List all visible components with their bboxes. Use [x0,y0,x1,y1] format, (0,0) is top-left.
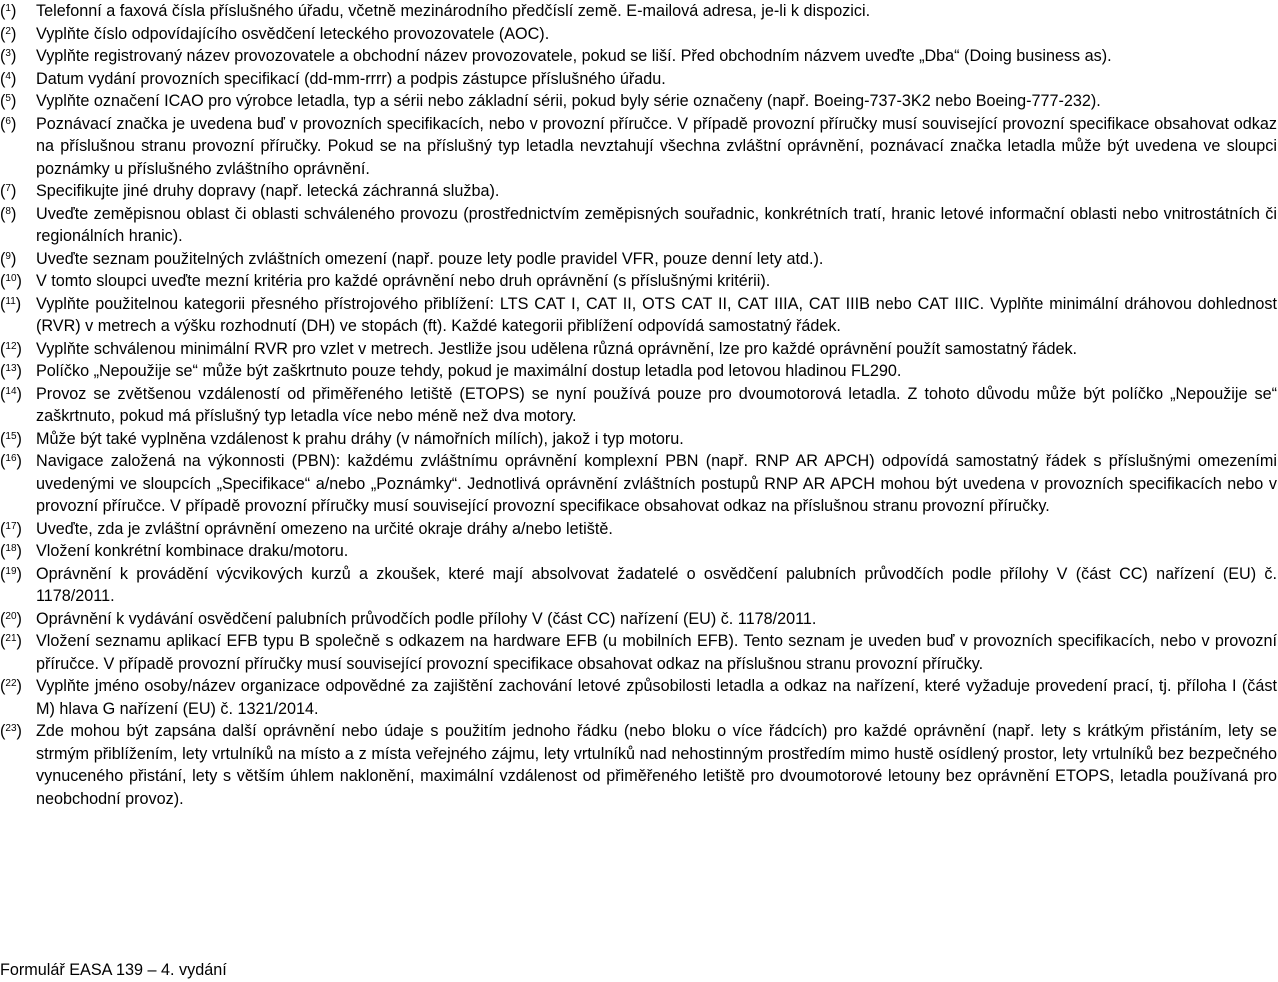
footnote-number: ($^{21}$) [0,632,22,650]
footnote-text: Může být také vyplněna vzdálenost k prahu dráhy (v námořních mílích), jakož i typ motoru. [36,429,684,448]
footnote-number: ($^{22}$) [0,677,22,695]
footnote-text: Zde mohou být zapsána další oprávnění nebo údaje s použitím jednoho řádku (nebo bloku o více řádcích) pro každé oprávnění (např. lety s krátkým přistáním, lety se strmým přiblížením, lety vrtulníků na místo a z místa veřejného zájmu, lety vrtulníků nad nehostinným prostředím mimo hustě osídlený prostor, lety vrtulníků bez bezpečného vynuceného přistání, lety s větším úhlem naklonění, maximální vzdálenost od přiměřeného letiště pro dvoumotorové letouny bez oprávnění ETOPS, letadla používaná pro neobchodní provoz). [36,722,1277,808]
footnote-number: ($^{17}$) [0,519,22,538]
footnote [0,90,1278,113]
footnote-text: Oprávnění k provádění výcvikových kurzů a zkoušek, které mají absolvovat žadatelé o osvědčení palubních průvodčích podle přílohy V (část CC) nařízení (EU) č. 1178/2011. [36,564,1277,605]
footnote-text: Vyplňte schválenou minimální RVR pro vzlet v metrech. Jestliže jsou udělena různá oprávnění, lze pro každé oprávnění použít samostatný řádek. [36,339,1078,358]
footnote-text: Vyplňte jméno osoby/název organizace odpovědné za zajištění zachování letové způsobilosti letadla a odkaz na nařízení, které vyžaduje provedení prací, tj. příloha I (část M) hlava G nařízení (EU) č. 1321/2014. [36,677,1277,718]
footnote [0,180,1278,203]
footnote-text: V tomto sloupci uveďte mezní kritéria pro každé oprávnění nebo druh oprávnění (s příslušnými kritérii). [36,272,771,290]
footnote [0,113,1278,181]
footnote-number: ($^1$) [0,2,17,20]
footnote-text: Oprávnění k vydávání osvědčení palubních průvodčích podle přílohy V (část CC) nařízení (EU) č. 1178/2011. [36,609,817,628]
footnote-number: ($^4$) [0,69,17,88]
footnote [0,540,1278,563]
footnote-number: ($^{16}$) [0,452,22,470]
footnote [0,248,1278,271]
footnote-text: Uveďte seznam použitelných zvláštních omezení (např. pouze lety podle pravidel VFR, pouze denní lety atd.). [36,249,824,268]
footnote-number: ($^{19}$) [0,564,22,583]
footnote-number: ($^{12}$) [0,339,22,358]
footnote [0,203,1278,248]
footnote-text: Vyplňte použitelnou kategorii přesného přístrojového přiblížení: LTS CAT I, CAT II, OTS CAT II, CAT IIIA, CAT IIIB nebo CAT IIIC. Vyplňte minimální dráhovou dohlednost (RVR) v metrech a výšku rozhodnutí (DH) ve stopách (ft). Každé kategorii přiblížení odpovídá samostatný řádek. [36,294,1277,335]
footnote-text: Poznávací značka je uvedena buď v provozních specifikacích, nebo v provozní příručce. V případě provozní příručky musí související provozní specifikace obsahovat odkaz na příslušnou stranu provozní příručky. Pokud se na příslušný typ letadla nevztahují všechna zvláštní oprávnění, poznávací značka letadla může být uvedena ve sloupci poznámky u příslušného zvláštního oprávnění. [36,114,1277,178]
footnote [0,563,1278,608]
footnote-number: ($^{15}$) [0,429,22,448]
footnote [0,293,1278,338]
footnote-text: Vyplňte číslo odpovídajícího osvědčení leteckého provozovatele (AOC). [36,24,550,43]
footnote [0,450,1278,518]
footnote [0,360,1278,383]
footnote [0,68,1278,91]
footnote-number: ($^8$) [0,204,17,223]
footnote-number: ($^{13}$) [0,362,22,380]
footnote-number: ($^5$) [0,92,17,110]
footnote-number: ($^{10}$) [0,272,22,290]
footnote-text: Telefonní a faxová čísla příslušného úřadu, včetně mezinárodního předčíslí země. E-mailová adresa, je-li k dispozici. [36,2,871,20]
footnote-text: Uveďte zeměpisnou oblast či oblasti schváleného provozu (prostřednictvím zeměpisných souřadnic, konkrétních tratí, hranic letové informační oblasti nebo vnitrostátních či regionálních hranic). [36,204,1277,245]
footnote [0,428,1278,451]
footnote [0,23,1278,46]
footnote-text: Provoz se zvětšenou vzdáleností od přiměřeného letiště (ETOPS) se nyní používá pouze pro dvoumotorová letadla. Z tohoto důvodu může být políčko „Nepoužije se“ zaškrtnuto, pokud má příslušný typ letadla více nebo méně než dva motory. [36,384,1277,425]
footnote-number: ($^3$) [0,47,17,65]
footnote [0,383,1278,428]
footnote-number: ($^{18}$) [0,542,22,560]
footnote [0,675,1278,720]
footnote [0,270,1278,293]
footnote-text: Uveďte, zda je zvláštní oprávnění omezeno na určité okraje dráhy a/nebo letiště. [36,519,613,538]
footnote [0,338,1278,361]
footnote-number: ($^9$) [0,249,17,268]
footnote-number: ($^{14}$) [0,384,22,403]
footnote-text: Specifikujte jiné druhy dopravy (např. letecká záchranná služba). [36,182,500,200]
form-footer: Formulář EASA 139 – 4. vydání [0,961,227,979]
footnote-text: Vložení seznamu aplikací EFB typu B společně s odkazem na hardware EFB (u mobilních EFB). Tento seznam je uveden buď v provozních specifikacích, nebo v provozní příručce. V případě provozní příručky musí související provozní specifikace obsahovat odkaz na příslušnou stranu provozní příručky. [36,632,1277,673]
footnote-number: ($^{23}$) [0,722,22,740]
footnote [0,720,1278,810]
footnote-text: Vyplňte registrovaný název provozovatele a obchodní název provozovatele, pokud se liší. Před obchodním názvem uveďte „Dba“ (Doing business as). [36,47,1112,65]
footnote-number: ($^{20}$) [0,609,22,628]
footnote-text: Vložení konkrétní kombinace draku/motoru. [36,542,349,560]
footnote [0,608,1278,631]
footnote-text: Políčko „Nepoužije se“ může být zaškrtnuto pouze tehdy, pokud je maximální dostup letadla pod letovou hladinou FL290. [36,362,902,380]
footnote-text: Datum vydání provozních specifikací (dd-mm-rrrr) a podpis zástupce příslušného úřadu. [36,69,666,88]
footnote-text: Navigace založená na výkonnosti (PBN): každému zvláštnímu oprávnění komplexní PBN (např. RNP AR APCH) odpovídá samostatný řádek s příslušnými omezeními uvedenými ve sloupcích „Specifikace“ a/nebo „Poznámky“. Jednotlivá oprávnění zvláštních postupů RNP AR APCH mohou být uvedena v provozních specifikacích nebo v provozní příručce. V případě provozní příručky musí související provozní specifikace obsahovat odkaz na příslušnou stranu provozní příručky. [36,452,1277,515]
footnote [0,0,1278,23]
footnote [0,45,1278,68]
footnote-number: ($^6$) [0,114,17,133]
footnote-number: ($^{11}$) [0,294,22,313]
footnote [0,518,1278,541]
footnote-number: ($^2$) [0,24,17,43]
footnote [0,630,1278,675]
footnote-text: Vyplňte označení ICAO pro výrobce letadla, typ a sérii nebo základní sérii, pokud byly série označeny (např. Boeing-737-3K2 nebo Boeing-777-232). [36,92,1101,110]
footnote-number: ($^7$) [0,182,17,200]
